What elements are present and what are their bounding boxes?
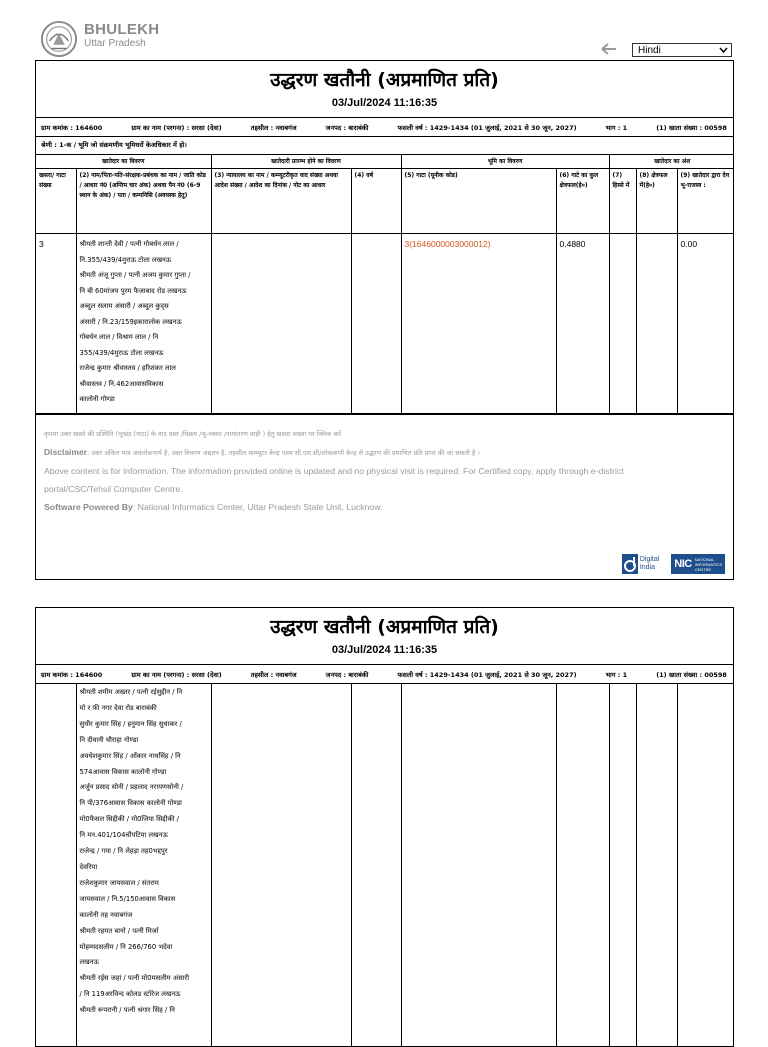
owner-line: देवरिया [80,860,208,876]
col-unique-code: (5) गाटा (यूनीक कोड) [401,169,556,234]
meta-bar [36,664,733,683]
village-code: ग्राम कमांक : 164600 [41,123,102,132]
disclaimer-english-2: portal/CSC/Tehsil Computer Centre. [44,480,725,498]
cell-share-area [636,234,677,414]
col-owner-name: (2) नाम/पिता-पति-संरक्षक-प्रबंधक का नाम / जाति कोड / आधार नं0 (अन्तिम चार अंक) अथवा पैन नं0 (6-9 स्थान के अंक) / पता / कम्पनिसि (अवयस्क हेतु) [76,169,211,234]
village-name: ग्राम का नाम (परगना) : सरसा (देवा) [131,670,221,679]
category: श्रेणी : 1-क / भूमि जो संक्रमणीय भूमिधरों केअधिकार में हो। [36,136,733,154]
language-select[interactable] [632,43,732,57]
cell-area: 0.4880 [556,234,609,414]
col-total-area: (6) गाटे का कुल क्षेत्रफल(हे०) [556,169,609,234]
district: जनपद : बाराबंकी [326,123,369,132]
tehsil: तहसील : नवाबगंज [251,123,297,132]
disclaimer-label: Disclaimer [44,447,87,457]
brand[interactable] [84,22,159,50]
khatauni-table [36,154,734,414]
village-name: ग्राम का नाम (परगना) : सरसा (देवा) [131,123,221,132]
owner-line: मो र फी नगर देवा रोड बाराबंकी [80,701,208,717]
page-title: उद्धरण खतौनी (अप्रमाणित प्रति) [36,68,733,92]
owner-line: राजेन्द्र / गया / नि लेहड़ा तह0भद्दपुर [80,844,208,860]
table-row [36,234,734,414]
cell-unique-code [401,234,556,414]
cell-sno [36,684,76,1047]
village-code: ग्राम कमांक : 164600 [41,670,102,679]
owner-line: कालोनी तह नवाबगंज [80,908,208,924]
disclaimer-english-1: Above content is for information. The information provided online is updated and no physical visit is required. For Certified copy, apply through e-district [44,462,725,480]
owner-line: 574आवास विकास कालोनी गोण्डा [80,765,208,781]
group-land-details: भूमि का विवरण [401,155,609,169]
owner-line: 355/439/4मुराऊ टोला लखनऊ [80,346,208,362]
owner-line: जायसवाल / नि.5/150आवास विकास [80,892,208,908]
owner-line: / नि 119अरविन्द कोलड स्टोरेज लखनऊ [80,987,208,1003]
owner-line: मोहम्मदसलीम / नि 266/760 भदेवा [80,940,208,956]
software-credit [44,498,725,516]
khatauni-table-continued [36,683,734,1047]
owner-line: श्रीमती शान्ती देवी / पत्नी गोबर्धन लाल / [80,237,208,253]
owner-line: श्रीमती रहमत बानो / पत्नी मिर्जा [80,924,208,940]
document-date: 03/Jul/2024 11:16:35 [36,97,733,110]
cell-unique-code [401,684,556,1047]
owner-line: श्रीवास्तव / नि.462आवासविकास [80,377,208,393]
owner-line: राजेन्द्र कुमार श्रीवास्तव / हरिशंकर लाल [80,361,208,377]
digital-india-icon [622,554,638,574]
brand-subtitle: Uttar Pradesh [84,38,159,50]
cell-sno: 3 [36,234,76,414]
nic-line3: CENTRE [695,567,722,572]
col-year: (4) वर्ष [351,169,401,234]
nic-line2: INFORMATICS [695,562,722,567]
page-title: उद्धरण खतौनी (अप्रमाणित प्रति) [36,615,733,639]
cell-revenue [677,684,734,1047]
nic-line1: NATIONAL [695,557,722,562]
nic-logo[interactable] [671,554,725,574]
back-arrow-icon[interactable] [600,41,618,57]
owner-line: कालोनी गोण्डा [80,392,208,408]
owner-line: श्रीमती अंजू गुप्ता / पत्नी अजय कुमार गुप्ता / [80,268,208,284]
cell-share-area [636,684,677,1047]
cell-share [609,234,636,414]
owner-line: राजेशकुमार जायसवाल / संतराम [80,876,208,892]
khasra-link[interactable]: 3(1646000003000012) [405,239,491,249]
cell-owners [76,234,211,414]
digital-india-logo[interactable] [622,554,659,574]
owner-line: नि पी/376आवास विकास कालोनी गोण्डा [80,796,208,812]
col-share: (7) हिस्से में [609,169,636,234]
nic-mark: NIC [674,558,691,570]
owner-line: श्रीमती रईस जहां / पत्नी मो0मसलीम अंसारी [80,971,208,987]
owner-line: लखनऊ [80,955,208,971]
bhag: भाग : 1 [606,123,628,132]
cell-court [211,684,351,1047]
khata-number: (1) खाता संख्या : 00598 [656,670,727,679]
tehsil: तहसील : नवाबगंज [251,670,297,679]
owner-line: श्रीमती शमीम अख्तर / पत्नी रईसुद्दीन / नि [80,685,208,701]
chevron-down-icon [719,47,728,54]
owner-line: मो0फैसल सिद्दीकी / मो0जिया सिद्दीकी / [80,812,208,828]
owner-line: अर्जुन प्रसाद सोनी / प्रहलाद नरायणसोनी / [80,780,208,796]
cell-year [351,684,401,1047]
owner-line: अब्दुल सलाम अंसारी / अब्दुल कुद्स [80,299,208,315]
top-bar [0,0,768,60]
digital-india-line1: Digital [640,556,659,564]
khata-number: (1) खाता संख्या : 00598 [656,123,727,132]
digital-india-line2: India [640,564,659,572]
owner-line: नि दीवानी चौराहा गोण्डा [80,733,208,749]
footer-notes [36,414,733,516]
language-selected-value: Hindi [638,44,661,57]
col-revenue: (9) खातेदार द्वारा देय भू-राजस्व : [677,169,734,234]
district: जनपद : बाराबंकी [326,670,369,679]
bhag: भाग : 1 [606,670,628,679]
software-label: Software Powered By [44,502,133,512]
fasli-year: फसली वर्ष : 1429-1434 (01 जुलाई, 2021 से 30 जून, 2027) [398,123,577,132]
cell-revenue: 0.00 [677,234,734,414]
owner-line: नि.355/439/4मुराऊ टोला लखनऊ [80,253,208,269]
col-court: (3) न्यायालय का नाम / कम्प्यूटरीकृत वाद संख्या अथवा आदेश संख्या / आदेश का दिनांक / नोट का आधार [211,169,351,234]
software-text: : National Informatics Center, Uttar Pradesh State Unit, Lucknow. [133,502,383,512]
khatauni-sheet-2 [35,607,734,1047]
group-owner-details: खातेदार का विवरण [36,155,211,169]
disclaimer [44,443,725,462]
col-khasra: खसरा/ गाटा संख्या [36,169,76,234]
meta-bar [36,117,733,136]
cell-share [609,684,636,1047]
owner-line: नि मन.401/104चौपटिया लखनऊ [80,828,208,844]
owner-line: अवधेशकुमार सिंह / ओंकार नाथसिंह / नि [80,749,208,765]
up-emblem-icon [40,20,78,58]
khatauni-sheet-1 [35,60,734,580]
cell-owners [76,684,211,1047]
table-row [36,684,734,1047]
group-owner-share: खातेदार का अंश [609,155,734,169]
owner-line: अंसारी / नि.23/159इकारालोक लखनऊ [80,315,208,331]
khasra-click-note: कृपया उक्त खसरे की प्रस्थिति (भूखंड (गाटा) के वाद ग्रस्त /विक्रय /भू-नक्शा /नामांतरण बाही ) हेतु खसरा संख्या पर क्लिक करें [44,425,725,443]
col-share-area: (8) क्षेत्रफल में(हे०) [636,169,677,234]
group-ownership-start: खातेदारी प्रारम्भ होने का विवरण [211,155,401,169]
brand-name: BHULEKH [84,22,159,38]
owner-line: नि बी 60मांजय पुरम फैजाबाद रोड लखनऊ [80,284,208,300]
fasli-year: फसली वर्ष : 1429-1434 (01 जुलाई, 2021 से 30 जून, 2027) [398,670,577,679]
cell-area [556,684,609,1047]
cell-court [211,234,351,414]
owner-line: सुधीर कुमार सिंह / हनुमान सिंह सुधाकर / [80,717,208,733]
footer-logos [622,554,725,574]
column-header-row [36,169,734,234]
owner-line: श्रीमती रूपरानी / पत्नी श्रंगार सिंह / नि [80,1003,208,1019]
owner-line: गोबर्धन लाल / विश्राम लाल / नि [80,330,208,346]
disclaimer-hindi: : उक्त अंकित मात्र अवलोकनार्थ है, उक्त विवरण अद्यतन है, तहसील कम्प्यूटर केन्द्र एवम सी.एस.सी/लोकवाणी केन्द्र से उद्धरण की प्रमाणित प्रति प्राप्त की जा सकती है । [87,449,480,457]
group-header-row [36,155,734,169]
cell-year [351,234,401,414]
document-date: 03/Jul/2024 11:16:35 [36,644,733,657]
